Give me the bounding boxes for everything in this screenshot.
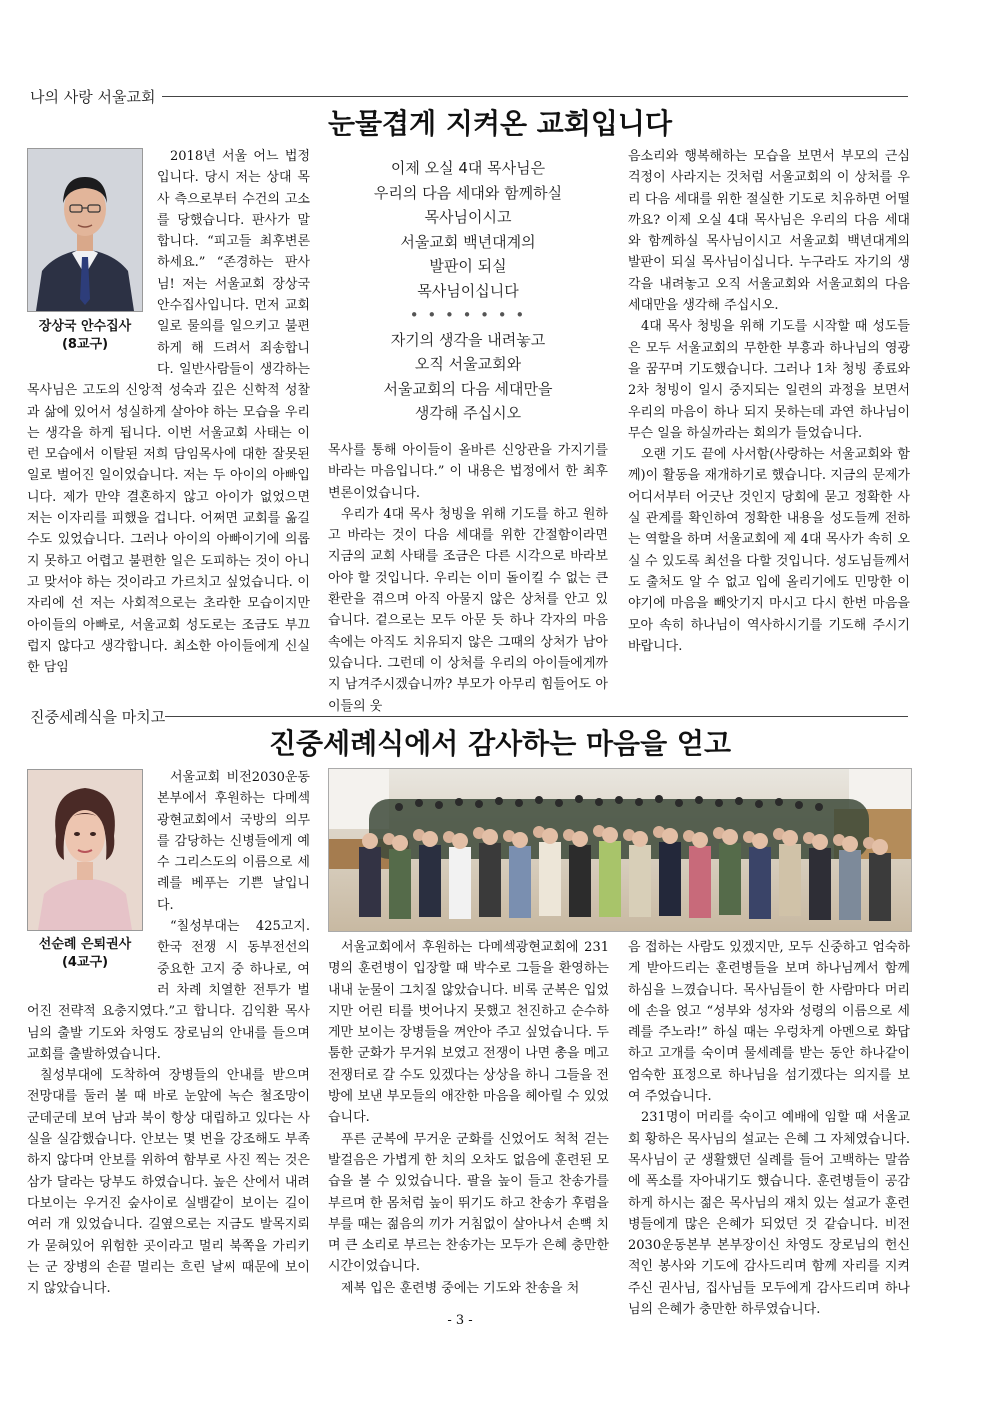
article-paragraph: 오랜 기도 끝에 사서함(사랑하는 서울교회와 함께)이 활동을 재개하기로 했습니다. 지금의 문제가 어디서부터 어긋난 것인지 당회에 묻고 정확한 사실 관계를 확인하여 정확한 내용을 성도들께 전하는 역할을 하며 서울교회에 제 4대 목사가 속히 오실 수 있도록 최선을 다할 것입니다. 성도님들께서도 출처도 알 수 없고 입에 올리기에도 민망한 이야기에 마음을 빼앗기지 마시고 다시 한번 마음을 모아 속히 하나님이 역사하시기를 기도해 주시기 바랍니다.: [628, 447, 910, 654]
pull-quote-line: 이제 오실 4대 목사님은: [390, 159, 546, 177]
article-paragraph: “칠성부대는 425고지. 한국 전쟁 시 동부전선의 중요한 고지 중 하나로, 여러 차례 치열한 전투가 벌어진 전략적 요충지였다.”고 합니다. 김익환 목사님의 출발 기도와 차영도 장로님의 안내를 들으며 교회를 출발하였습니다.: [27, 919, 310, 1062]
pull-quote-dots: • • • • • • •: [409, 306, 527, 324]
article-paragraph: 2018년 서울 어느 법정입니다. 당시 저는 상대 목사 측으로부터 수건의 고소를 당했습니다. 판사가 말합니다. “피고들 최후변론 하세요.” “존경하는 판사님! 저는 서울교회 장상국 안수집사입니다. 먼저 교회 일로 물의를 일으키고 불편하게 해 드려서 죄송합니다. 일반사람들이 생각하는 목사님은 고도의 신앙적 성숙과 깊은 신학적 성찰과 삶에 있어서 성실하게 살아야 하는 모습을 우리는 생각을 하게 됩니다. 이번 서울교회 사태는 이런 모습에서 이탈된 저희 담임목사에 대한 잘못된 일로 벌어진 일이었습니다. 저는 두 아이의 아빠입니다. 제가 만약 결혼하지 않고 아이가 없었으면 저는 이자리를 피했을 겁니다. 어쩌면 교회를 옮길 수도 있었습니다. 그러나 아이의 아빠이기에 의롭지 못하고 어렵고 불편한 일은 도피하는 것이 아니고 맞서야 하는 것이라고 가르치고 싶었습니다. 이 자리에 선 저는 사회적으로는 초라한 모습이지만 아이들의 아빠로, 서울교회 성도로는 조금도 부끄럽지 않다고 생각합니다. 최소한 아이들에게 신실한 담임: [27, 149, 310, 676]
article-title: 진중세례식에서 감사하는 마음을 얻고: [268, 727, 731, 760]
pull-quote-line: 생각해 주십시오: [414, 404, 522, 422]
portrait-photo: [27, 769, 143, 931]
author-group: (8교구): [61, 337, 109, 352]
article-column-2: [328, 937, 609, 1337]
article-paragraph: 칠성부대에 도착하여 장병들의 안내를 받으며 전망대를 둘러 볼 때 바로 눈앞에 녹슨 철조망이 군데군데 보여 남과 북이 항상 대립하고 있다는 사실을 실감했습니다. 안보는 몇 번을 강조해도 부족하지 않다며 안보를 위하여 함부로 사진 찍는 것은 삼가 달라는 당부도 하였습니다. 높은 산에서 내려다보이는 우거진 숲사이로 실뱀같이 보이는 길이 여러 개 있었습니다. 길옆으로는 지금도 발목지뢰가 묻혀있어 위험한 곳이라고 멀리 북쪽을 가리키는 군 장병의 손끝 멀리는 흐린 날씨 때문에 보이지 않았습니다.: [27, 1068, 310, 1297]
pull-quote-line: 우리의 다음 세대와 함께하실: [373, 183, 563, 202]
article-paragraph: 우리가 4대 목사 청빙을 위해 기도를 하고 원하고 바라는 것이 다음 세대를 위한 간절함이라면 지금의 교회 사태를 조금은 다른 시각으로 바라보아야 할 것입니다. 우리는 이미 돌이킬 수 없는 큰 환란을 겪으며 아직 아물지 않은 상처를 안고 있습니다. 겉으로는 모두 아문 듯 하나 각자의 마음 속에는 아직도 치유되지 않은 그때의 상처가 남아있습니다. 그런데 이 상처를 우리의 아이들에게까지 남겨주시겠습니까? 부모가 아무리 힘들어도 아이들의 웃: [328, 506, 608, 714]
article-paragraph: 음 접하는 사람도 있겠지만, 모두 신중하고 엄숙하게 받아드리는 훈련병들을 보며 하나님께서 함께하심을 느꼈습니다. 목사님들이 한 사람마다 머리에 손을 얹고 “성부와 성자와 성령의 이름으로 세례를 주노라!” 하실 때는 우렁차게 아멘으로 화답하고 고개를 숙이며 물세례를 받는 동안 하나같이 엄숙한 표정으로 하나님을 섬기겠다는 의지를 보여 주었습니다.: [628, 940, 910, 1105]
group-photo-illustration-icon: [329, 769, 911, 931]
article-column-3: [628, 146, 910, 691]
section-divider: [162, 96, 908, 97]
article-column-2: [328, 440, 608, 714]
pull-quote-line: 목사님이시고: [424, 208, 512, 226]
author-group: (4교구): [61, 955, 109, 970]
portrait-caption: [27, 318, 143, 354]
section-label: 진중세례식을 마치고: [30, 708, 166, 726]
man-portrait-icon: [28, 149, 142, 311]
pull-quote-line: 발판이 되실: [429, 257, 507, 275]
pull-quote-line: 목사님이십니다: [417, 281, 519, 300]
article-paragraph: 목사를 통해 아이들이 올바른 신앙관을 가지기를 바라는 마음입니다.” 이 내용은 법정에서 한 최후 변론이었습니다.: [328, 443, 608, 501]
section-divider: [165, 716, 908, 717]
pull-quote-line: 서울교회의 다음 세대만을: [383, 379, 553, 398]
pull-quote: [328, 156, 608, 426]
portrait-caption: [27, 936, 143, 972]
section-label: 나의 사랑 서울교회: [30, 88, 156, 106]
page-number: - 3 -: [447, 1313, 473, 1328]
article-title: 눈물겹게 지켜온 교회입니다: [327, 107, 673, 140]
article-paragraph: 서울교회 비전2030운동본부에서 후원하는 다메섹광현교회에서 국방의 의무를 감당하는 신병들에게 예수 그리스도의 이름으로 세례를 베푸는 기쁜 날입니다.: [157, 770, 310, 913]
author-name: 선순례 은퇴권사: [38, 937, 132, 952]
article-paragraph: 4대 목사 청빙을 위해 기도를 시작할 때 성도들은 모두 서울교회의 무한한 부흥과 하나님의 영광을 꿈꾸며 기도했습니다. 그러나 1차 청빙 종료와 2차 청빙이 일시 중지되는 일련의 과정을 보면서 우리의 마음이 하나 되지 못하는데 과연 하나님이 무슨 일을 하실까라는 회의가 들었습니다.: [628, 319, 910, 441]
pull-quote-line: 서울교회 백년대계의: [400, 232, 536, 251]
article-paragraph: 제복 입은 훈련병 중에는 기도와 찬송을 처: [341, 1280, 580, 1296]
woman-portrait-icon: [28, 770, 142, 930]
portrait-photo: [27, 148, 143, 312]
article-paragraph: 음소리와 행복해하는 모습을 보면서 부모의 근심걱정이 사라지는 것처럼 서울교회의 이 상처를 우리 다음 세대를 위한 절실한 기도로 치유하면 어떨까요? 이제 오실 4대 목사님은 우리의 다음 세대와 함께하실 목사님이시고 서울교회 백년대계의 발판이 되실 목사님이십니다. 누구라도 자기의 생각을 내려놓고 오직 서울교회와 서울교회의 다음 세대만을 생각해 주십시오.: [628, 149, 910, 314]
article-column-3: [628, 937, 910, 1337]
pull-quote-line: 오직 서울교회와: [414, 355, 522, 373]
group-photo: [328, 768, 912, 932]
author-name: 장상국 안수집사: [38, 319, 132, 334]
article-paragraph: 서울교회에서 후원하는 다메섹광현교회에 231명의 훈련병이 입장할 때 박수로 그들을 환영하는 내내 눈물이 그치질 않았습니다. 비록 군복은 입었지만 어린 티를 벗어나지 못했고 천진하고 순수하게만 보이는 장병들을 껴안아 주고 싶었습니다. 두툼한 군화가 무거워 보였고 전쟁이 나면 총을 메고 전쟁터로 갈 수도 있겠다는 상상을 하니 그들을 전방에 보낸 부모들의 애잔한 마음을 헤아릴 수 있었습니다.: [328, 940, 609, 1126]
pull-quote-line: 자기의 생각을 내려놓고: [390, 330, 546, 349]
article-paragraph: 푸른 군복에 무거운 군화를 신었어도 척척 걷는 발걸음은 가볍게 한 치의 오차도 없음에 훈련된 모습을 볼 수 있었습니다. 팔을 높이 들고 찬송가를 부르며 한 몸처럼 높이 뛰기도 하고 찬송가 후렴을 부를 때는 젊음의 끼가 거침없이 살아나서 손뼉 치며 큰 소리로 부르는 찬송가는 모두가 은혜 충만한 시간이었습니다.: [328, 1131, 609, 1275]
article-paragraph: 231명이 머리를 숙이고 예배에 임할 때 서울교회 황하은 목사님의 설교는 은혜 그 자체였습니다. 목사님이 군 생활했던 실례를 들어 고백하는 말씀에 폭소를 자아내기도 했습니다. 훈련병들이 공감하게 하시는 젊은 목사님의 재치 있는 설교가 훈련병들에게 많은 은혜가 되었던 것 같습니다. 비전2030운동본부 본부장이신 차영도 장로님의 헌신적인 봉사와 기도에 감사드리며 함께 자리를 지켜주신 권사님, 집사님들 모두에게 감사드리며 하나님의 은혜가 충만한 하루였습니다.: [628, 1110, 910, 1318]
